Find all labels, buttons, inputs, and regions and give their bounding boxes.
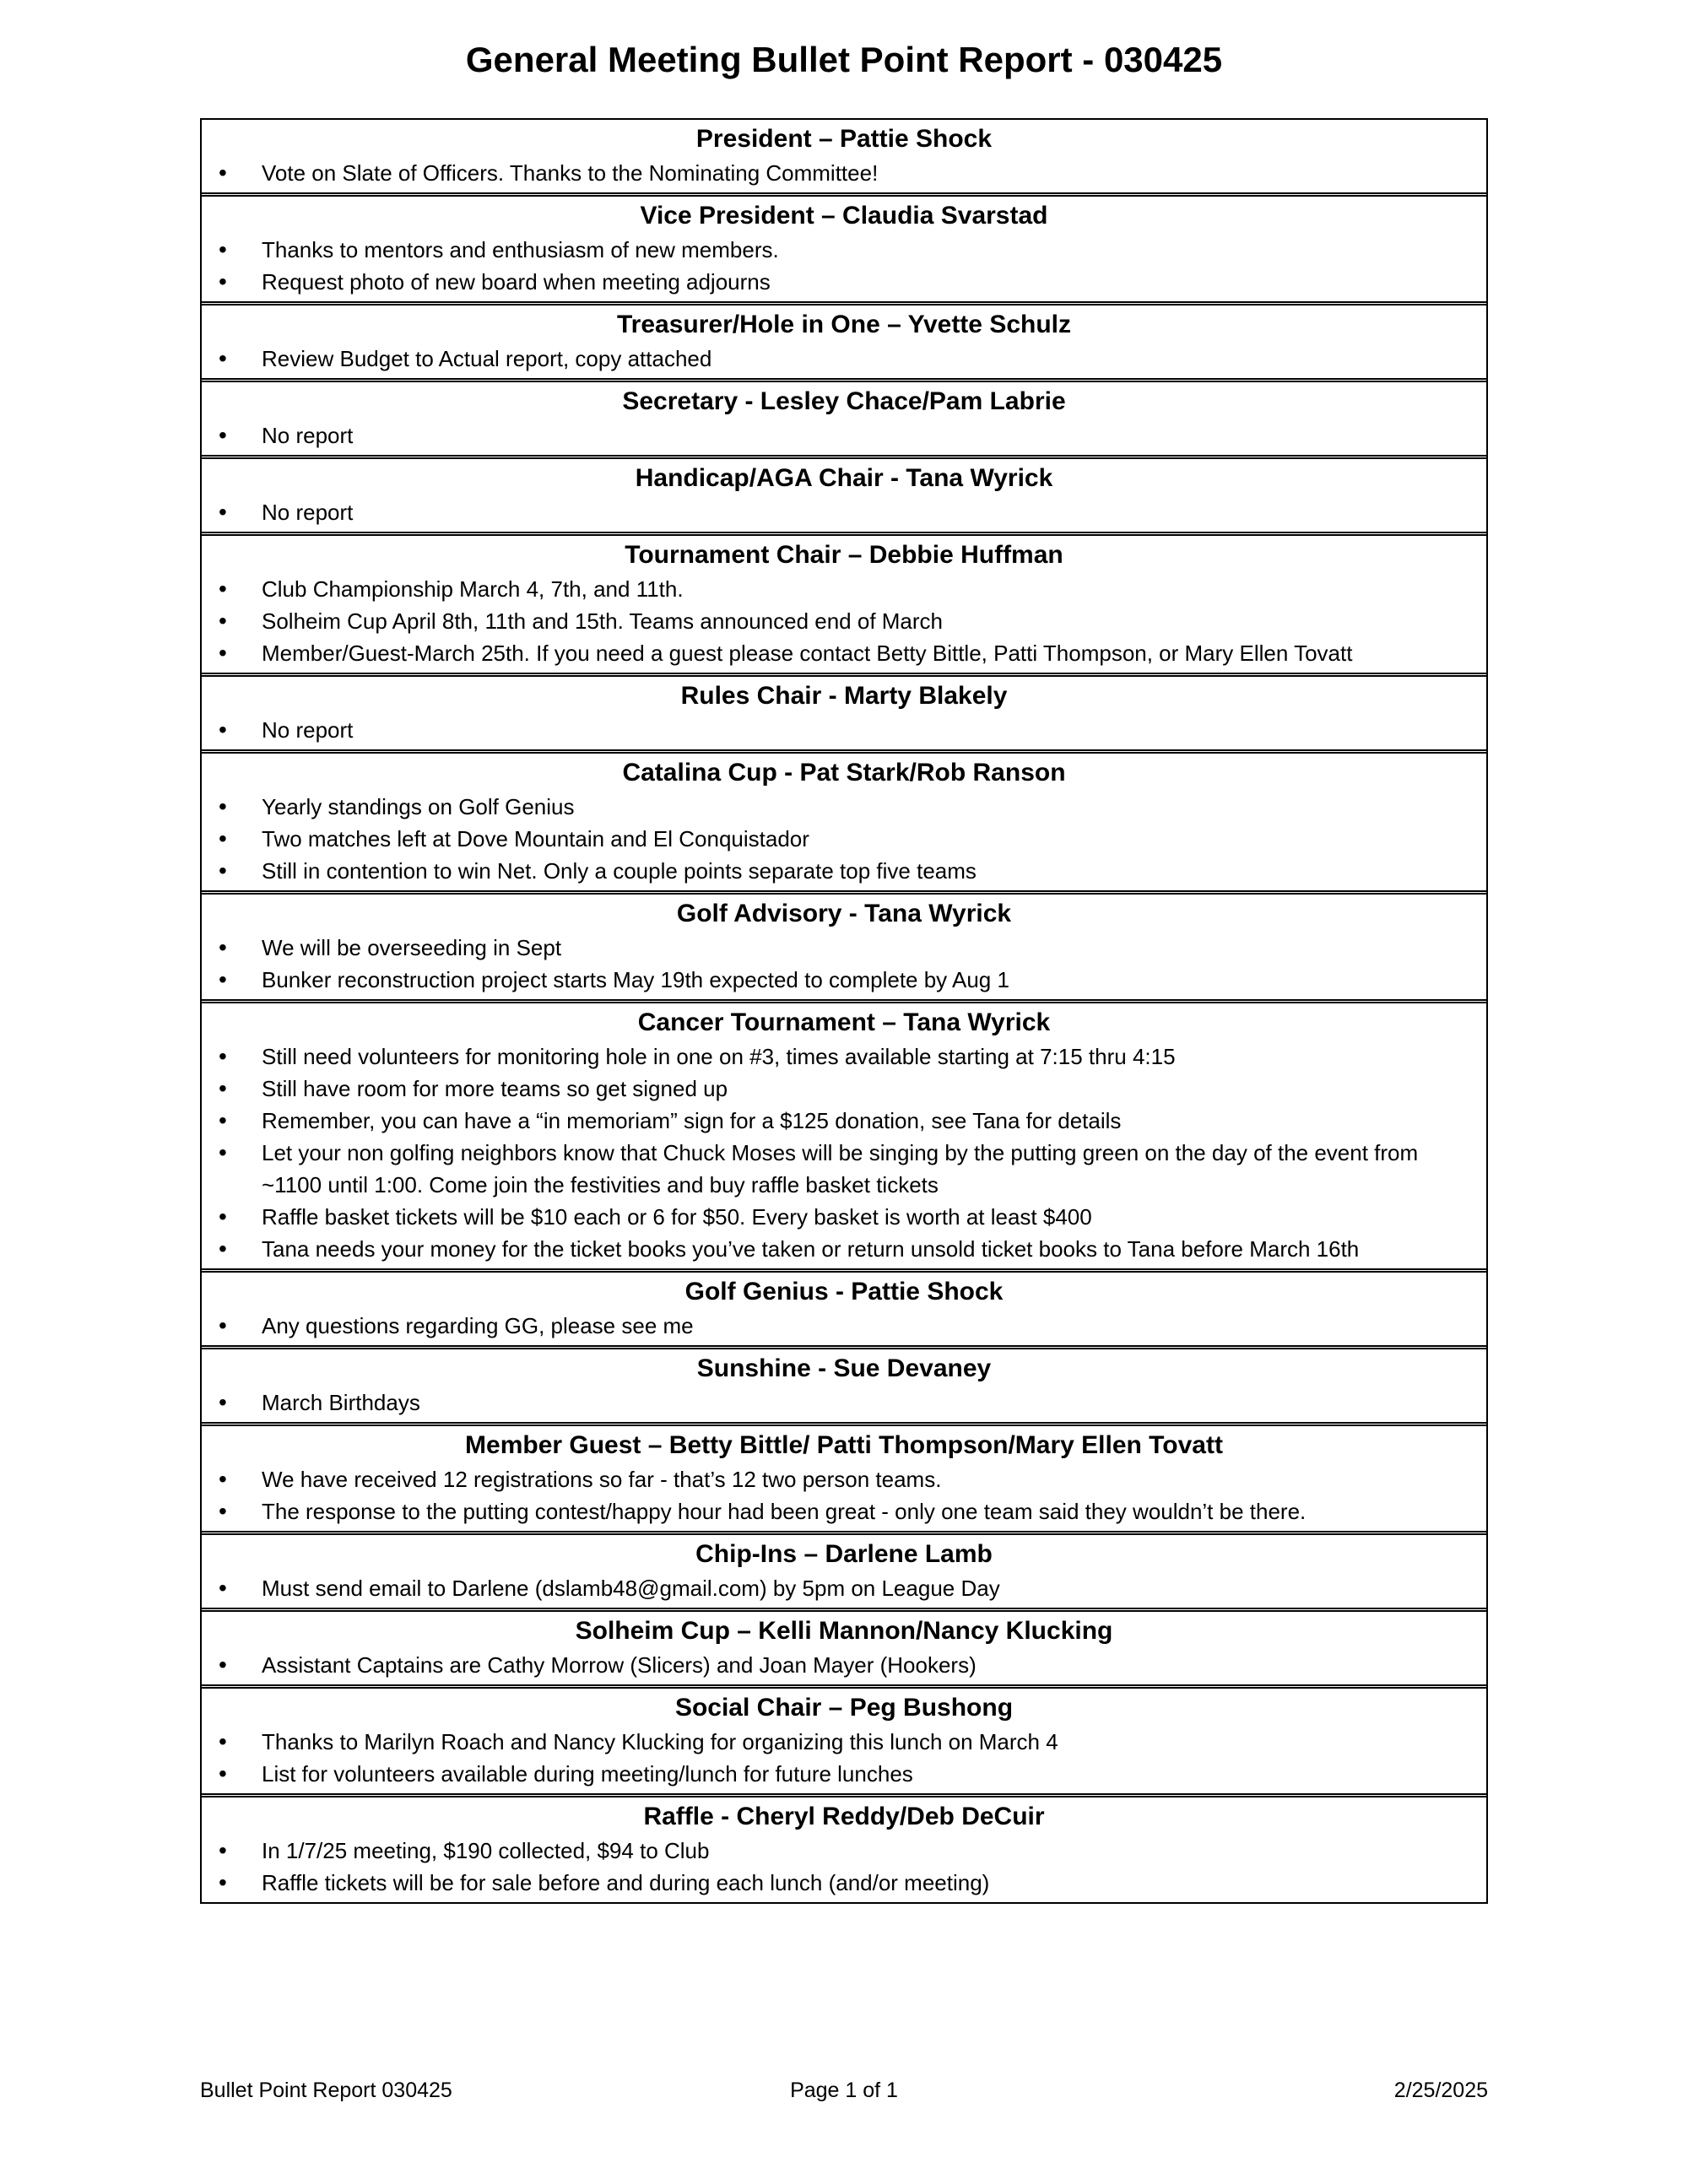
section-header: Catalina Cup - Pat Stark/Rob Ranson bbox=[622, 759, 1066, 787]
bullet-item: • Club Championship March 4, 7th, and 11th. bbox=[202, 573, 1486, 605]
bullet-list bbox=[202, 234, 1486, 298]
bullet-list bbox=[202, 157, 1486, 189]
section-chip-ins bbox=[202, 1531, 1486, 1608]
bullet-list bbox=[202, 343, 1486, 375]
section-header: Secretary - Lesley Chace/Pam Labrie bbox=[622, 387, 1066, 415]
bullet-item: • Thanks to Marilyn Roach and Nancy Klucking for organizing this lunch on March 4 bbox=[202, 1726, 1486, 1758]
bullet-item: • We have received 12 registrations so far - that’s 12 two person teams. bbox=[202, 1463, 1486, 1495]
section-sunshine bbox=[202, 1345, 1486, 1422]
section-solheim-cup bbox=[202, 1608, 1486, 1684]
bullet-item: • Must send email to Darlene (dslamb48@gmail.com) by 5pm on League Day bbox=[202, 1572, 1486, 1604]
bullet-list bbox=[202, 714, 1486, 746]
section-social-chair bbox=[202, 1684, 1486, 1793]
bullet-item: • No report bbox=[202, 496, 1486, 528]
section-header: Raffle - Cheryl Reddy/Deb DeCuir bbox=[643, 1803, 1045, 1830]
bullet-list bbox=[202, 1649, 1486, 1681]
bullet-item: • In 1/7/25 meeting, $190 collected, $94 to Club bbox=[202, 1835, 1486, 1867]
section-header: President – Pattie Shock bbox=[695, 125, 993, 153]
bullet-list bbox=[202, 1572, 1486, 1604]
section-header: Golf Genius - Pattie Shock bbox=[684, 1278, 1004, 1306]
section-tournament-chair bbox=[202, 532, 1486, 673]
bullet-list bbox=[202, 419, 1486, 451]
bullet-item: • We will be overseeding in Sept bbox=[202, 932, 1486, 964]
section-president bbox=[202, 120, 1486, 192]
bullet-item: • Still in contention to win Net. Only a couple points separate top five teams bbox=[202, 855, 1486, 887]
bullet-item: • Request photo of new board when meeting adjourns bbox=[202, 266, 1486, 298]
section-vice-president bbox=[202, 192, 1486, 301]
bullet-list bbox=[202, 1726, 1486, 1790]
bullet-item: • Any questions regarding GG, please see me bbox=[202, 1310, 1486, 1342]
section-header: Cancer Tournament – Tana Wyrick bbox=[637, 1008, 1051, 1036]
section-cancer-tournament bbox=[202, 999, 1486, 1268]
section-handicap-aga-chair bbox=[202, 455, 1486, 532]
bullet-item: • Review Budget to Actual report, copy attached bbox=[202, 343, 1486, 375]
bullet-item: • Bunker reconstruction project starts May 19th expected to complete by Aug 1 bbox=[202, 964, 1486, 996]
bullet-list bbox=[202, 496, 1486, 528]
bullet-item: • Let your non golfing neighbors know that Chuck Moses will be singing by the putting green on the day of the event from ~1100 until 1:00. Come join the festivities and buy raffle basket tickets bbox=[202, 1137, 1486, 1201]
section-header: Sunshine - Sue Devaney bbox=[696, 1354, 992, 1382]
bullet-list bbox=[202, 1835, 1486, 1899]
section-catalina-cup bbox=[202, 749, 1486, 890]
bullet-item: • Member/Guest-March 25th. If you need a guest please contact Betty Bittle, Patti Thompson, or Mary Ellen Tovatt bbox=[202, 637, 1486, 669]
bullet-item: • Vote on Slate of Officers. Thanks to the Nominating Committee! bbox=[202, 157, 1486, 189]
bullet-list bbox=[202, 932, 1486, 996]
bullet-item: • No report bbox=[202, 419, 1486, 451]
section-treasurer bbox=[202, 301, 1486, 378]
report-table bbox=[200, 118, 1488, 1904]
bullet-item: • Two matches left at Dove Mountain and El Conquistador bbox=[202, 823, 1486, 855]
bullet-item: • Raffle tickets will be for sale before and during each lunch (and/or meeting) bbox=[202, 1867, 1486, 1899]
bullet-list bbox=[202, 1041, 1486, 1265]
page-footer bbox=[200, 2078, 1488, 2103]
bullet-item: • Solheim Cup April 8th, 11th and 15th. Teams announced end of March bbox=[202, 605, 1486, 637]
bullet-list bbox=[202, 1387, 1486, 1419]
bullet-list bbox=[202, 1463, 1486, 1527]
bullet-item: • Still have room for more teams so get signed up bbox=[202, 1073, 1486, 1105]
section-member-guest bbox=[202, 1422, 1486, 1531]
section-rules-chair bbox=[202, 673, 1486, 749]
section-header: Treasurer/Hole in One – Yvette Schulz bbox=[617, 311, 1071, 338]
section-header: Tournament Chair – Debbie Huffman bbox=[625, 541, 1063, 569]
bullet-item: • Still need volunteers for monitoring hole in one on #3, times available starting at 7:15 thru 4:15 bbox=[202, 1041, 1486, 1073]
section-header: Rules Chair - Marty Blakely bbox=[680, 682, 1008, 710]
section-header: Vice President – Claudia Svarstad bbox=[640, 202, 1048, 230]
section-secretary bbox=[202, 378, 1486, 455]
bullet-list bbox=[202, 791, 1486, 887]
bullet-item: • Yearly standings on Golf Genius bbox=[202, 791, 1486, 823]
bullet-item: • Tana needs your money for the ticket books you’ve taken or return unsold ticket books to Tana before March 16th bbox=[202, 1233, 1486, 1265]
bullet-item: • Thanks to mentors and enthusiasm of new members. bbox=[202, 234, 1486, 266]
bullet-item: • Assistant Captains are Cathy Morrow (Slicers) and Joan Mayer (Hookers) bbox=[202, 1649, 1486, 1681]
bullet-item: • List for volunteers available during meeting/lunch for future lunches bbox=[202, 1758, 1486, 1790]
section-header: Chip-Ins – Darlene Lamb bbox=[695, 1540, 993, 1568]
section-golf-genius bbox=[202, 1268, 1486, 1345]
section-raffle bbox=[202, 1793, 1486, 1902]
bullet-item: • Raffle basket tickets will be $10 each or 6 for $50. Every basket is worth at least $400 bbox=[202, 1201, 1486, 1233]
footer-document-name: Bullet Point Report 030425 bbox=[200, 2079, 452, 2102]
footer-page-number: Page 1 of 1 bbox=[790, 2079, 898, 2102]
bullet-item: • No report bbox=[202, 714, 1486, 746]
bullet-list bbox=[202, 1310, 1486, 1342]
bullet-item: • The response to the putting contest/happy hour had been great - only one team said they wouldn’t be there. bbox=[202, 1495, 1486, 1527]
section-header: Solheim Cup – Kelli Mannon/Nancy Klucking bbox=[575, 1617, 1113, 1645]
page-title: General Meeting Bullet Point Report - 030425 bbox=[465, 40, 1223, 79]
bullet-list bbox=[202, 573, 1486, 669]
section-header: Member Guest – Betty Bittle/ Patti Thompson/Mary Ellen Tovatt bbox=[465, 1431, 1223, 1459]
section-header: Social Chair – Peg Bushong bbox=[674, 1694, 1014, 1722]
bullet-item: • March Birthdays bbox=[202, 1387, 1486, 1419]
section-header: Golf Advisory - Tana Wyrick bbox=[676, 900, 1012, 927]
section-golf-advisory bbox=[202, 890, 1486, 999]
footer-date: 2/25/2025 bbox=[1393, 2079, 1489, 2102]
section-header: Handicap/AGA Chair - Tana Wyrick bbox=[635, 464, 1053, 492]
bullet-item: • Remember, you can have a “in memoriam” sign for a $125 donation, see Tana for details bbox=[202, 1105, 1486, 1137]
